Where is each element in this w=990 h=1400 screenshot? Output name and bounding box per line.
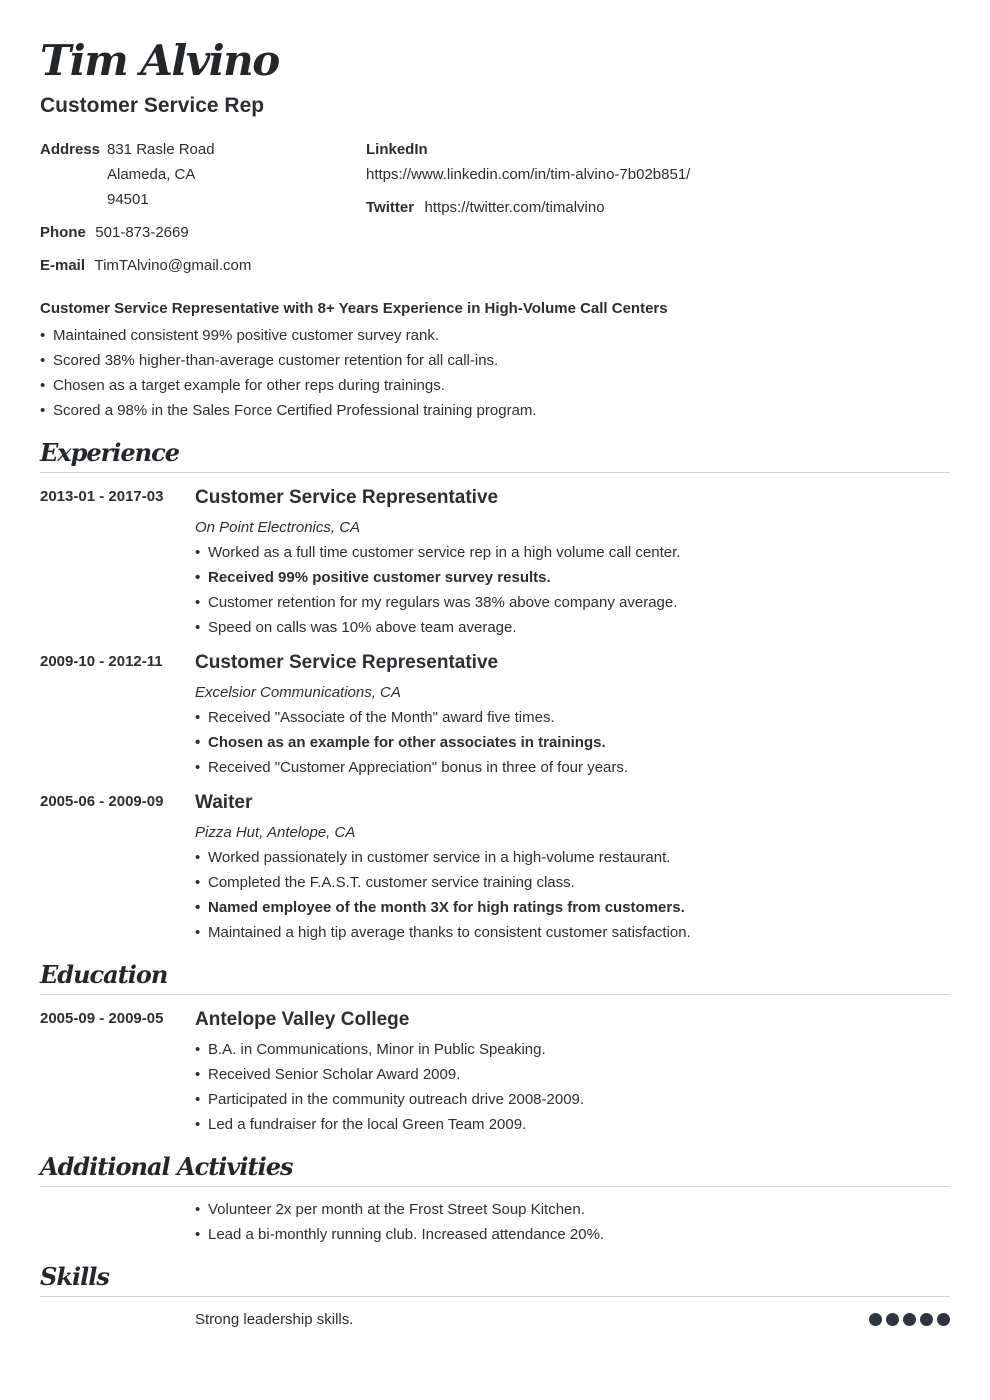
email-value: TimTAlvino@gmail.com bbox=[94, 257, 252, 274]
entry-bullets bbox=[195, 845, 950, 945]
address-label: Address bbox=[40, 141, 101, 158]
list-item: • Maintained a high tip average thanks to consistent customer satisfaction. bbox=[195, 920, 950, 945]
skill-dot bbox=[903, 1313, 916, 1326]
entry-date: 2005-06 - 2009-09 bbox=[40, 793, 164, 810]
experience-heading: Experience bbox=[40, 438, 180, 467]
activities-divider bbox=[40, 1186, 950, 1187]
activities-list bbox=[195, 1197, 950, 1247]
email-label: E-mail bbox=[40, 257, 86, 274]
list-item: • Worked passionately in customer service in a high-volume restaurant. bbox=[195, 845, 950, 870]
address-line-3: 94501 bbox=[107, 191, 149, 208]
entry-bullets bbox=[195, 540, 950, 640]
skills-divider bbox=[40, 1296, 950, 1297]
phone-value: 501-873-2669 bbox=[95, 224, 189, 241]
phone-row bbox=[40, 220, 189, 245]
activities-heading: Additional Activities bbox=[40, 1152, 293, 1181]
experience-divider bbox=[40, 472, 950, 473]
entry-title: Customer Service Representative bbox=[195, 487, 499, 508]
entry-title: Antelope Valley College bbox=[195, 1009, 410, 1030]
skill-dot bbox=[920, 1313, 933, 1326]
list-item: • Lead a bi-monthly running club. Increased attendance 20%. bbox=[195, 1222, 950, 1247]
summary-title: Customer Service Representative with 8+ Years Experience in High-Volume Call Centers bbox=[40, 300, 668, 317]
twitter-row bbox=[366, 195, 605, 220]
summary-list bbox=[40, 323, 950, 423]
skill-rating bbox=[869, 1313, 950, 1326]
entry-company: Excelsior Communications, CA bbox=[195, 684, 401, 701]
linkedin-link[interactable]: https://www.linkedin.com/in/tim-alvino-7b02b851/ bbox=[366, 166, 691, 183]
list-item: • Received "Customer Appreciation" bonus in three of four years. bbox=[195, 755, 950, 780]
twitter-label: Twitter bbox=[366, 199, 415, 216]
entry-date: 2009-10 - 2012-11 bbox=[40, 653, 163, 670]
phone-label: Phone bbox=[40, 224, 86, 241]
list-item: • Chosen as a target example for other reps during trainings. bbox=[40, 373, 950, 398]
list-item: • Received 99% positive customer survey results. bbox=[195, 565, 950, 590]
entry-date: 2013-01 - 2017-03 bbox=[40, 488, 164, 505]
entry-company: Pizza Hut, Antelope, CA bbox=[195, 824, 356, 841]
list-item: • Maintained consistent 99% positive customer survey rank. bbox=[40, 323, 950, 348]
list-item: • Customer retention for my regulars was 38% above company average. bbox=[195, 590, 950, 615]
list-item: • Completed the F.A.S.T. customer service training class. bbox=[195, 870, 950, 895]
address-line-2: Alameda, CA bbox=[107, 166, 196, 183]
list-item: • Speed on calls was 10% above team average. bbox=[195, 615, 950, 640]
list-item: • Scored a 98% in the Sales Force Certified Professional training program. bbox=[40, 398, 950, 423]
education-divider bbox=[40, 994, 950, 995]
skill-dot bbox=[869, 1313, 882, 1326]
skill-name: Strong leadership skills. bbox=[195, 1311, 354, 1328]
skill-dot bbox=[886, 1313, 899, 1326]
entry-title: Waiter bbox=[195, 792, 253, 813]
entry-company: On Point Electronics, CA bbox=[195, 519, 361, 536]
list-item: • Led a fundraiser for the local Green Team 2009. bbox=[195, 1112, 950, 1137]
list-item: • Received "Associate of the Month" award five times. bbox=[195, 705, 950, 730]
list-item: • Scored 38% higher-than-average customer retention for all call-ins. bbox=[40, 348, 950, 373]
list-item: • Chosen as an example for other associates in trainings. bbox=[195, 730, 950, 755]
education-heading: Education bbox=[40, 960, 168, 989]
linkedin-label: LinkedIn bbox=[366, 141, 428, 158]
entry-bullets bbox=[195, 705, 950, 780]
entry-bullets bbox=[195, 1037, 950, 1137]
entry-date: 2005-09 - 2009-05 bbox=[40, 1010, 164, 1027]
email-row bbox=[40, 253, 251, 278]
list-item: • Received Senior Scholar Award 2009. bbox=[195, 1062, 950, 1087]
skill-dot bbox=[937, 1313, 950, 1326]
entry-title: Customer Service Representative bbox=[195, 652, 499, 673]
list-item: • Worked as a full time customer service rep in a high volume call center. bbox=[195, 540, 950, 565]
skills-heading: Skills bbox=[40, 1262, 109, 1291]
candidate-name: Tim Alvino bbox=[40, 36, 279, 85]
list-item: • B.A. in Communications, Minor in Public Speaking. bbox=[195, 1037, 950, 1062]
candidate-role: Customer Service Rep bbox=[40, 94, 265, 117]
address-line-1: 831 Rasle Road bbox=[107, 141, 215, 158]
list-item: • Participated in the community outreach drive 2008-2009. bbox=[195, 1087, 950, 1112]
list-item: • Volunteer 2x per month at the Frost Street Soup Kitchen. bbox=[195, 1197, 950, 1222]
twitter-link[interactable]: https://twitter.com/timalvino bbox=[424, 199, 605, 216]
list-item: • Named employee of the month 3X for high ratings from customers. bbox=[195, 895, 950, 920]
